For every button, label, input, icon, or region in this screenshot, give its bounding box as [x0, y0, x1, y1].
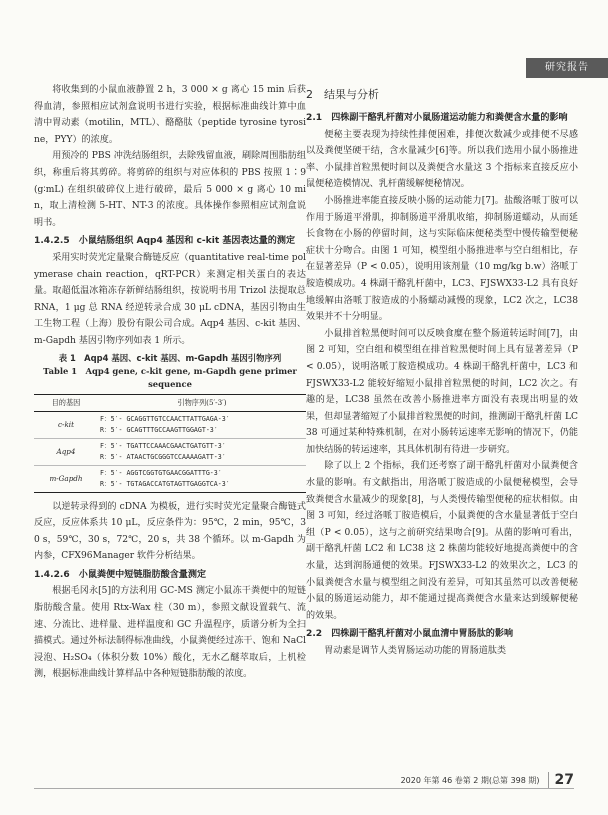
forward-primer: F：5′- GCAGGTTGTCCAACTTATTGAGA-3′	[100, 414, 230, 423]
page-footer	[401, 772, 574, 788]
page-number: 27	[548, 772, 574, 788]
table-row	[34, 411, 306, 438]
subsection-heading: 2.2 四株副干酪乳杆菌对小鼠血清中胃肠肽的影响	[306, 629, 514, 640]
gene-cell: m-Gapdh	[34, 465, 98, 492]
journal-issue: 2020 年第 46 卷第 2 期(总第 398 期)	[400, 775, 540, 785]
right-column	[306, 82, 578, 660]
subsection-heading: 2.1 四株副干酪乳杆菌对小鼠肠道运动能力和粪便含水量的影响	[306, 113, 568, 123]
paragraph: 便秘主要表现为持续性排便困难，排便次数减少或排便不尽感以及粪便坚硬干结，含水量减少[6]等。所以我们选用小鼠小肠推进率、小鼠排首粒黑便时间以及粪便含水量这 3 个指标来直接反应小鼠便秘造模情况、乳杆菌缓解便秘情况。	[306, 129, 578, 190]
gene-cell: c-kit	[34, 411, 98, 438]
paragraph: 除了以上 2 个指标，我们还考察了副干酪乳杆菌对小鼠粪便含水量的影响。有文献指出，用洛哌丁胺造成的小鼠便秘模型，会导致粪便含水量减少的现象[8]，与人类慢传输型便秘的症状相似。由图 3 可知，经过洛哌丁胺造模后，小鼠粪便的含水量显著低于空白组（P < 0.05），这与之前研究结果吻合[9]。从菌的影响可看出，副干酪乳杆菌 LC2 和 LC38 这 2 株菌均能较好地提高粪便中的含水量，达到润肠通便的效果。FJSWX33-L2 的效果次之，LC3 的小鼠粪便含水量与模型组之间没有差异，可知其虽然可以改善便秘小鼠的肠道运动能力，却不能通过提高粪便含水量来达到缓解便秘的效果。	[306, 461, 578, 621]
paragraph: 将收集到的小鼠血液静置 2 h，3 000 × g 离心 15 min 后获得血清，参照相应试剂盒说明书进行实验，根据标准曲线计算中血清中胃动素（motilin，MTL）、酪酪肽（peptide tyrosine tyrosine，PYY）的浓度。	[34, 85, 306, 145]
paragraph: 小肠推进率能直接反映小肠的运动能力[7]。盐酸洛哌丁胺可以作用于肠道平滑肌，抑制肠道平滑肌收缩，抑制肠道蠕动，从而延长食物在小肠的停留时间，这与实际临床便秘类型中慢传输型便秘症状十分吻合。由图 1 可知，模型组小肠推进率与空白组相比，存在显著差异（P < 0.05），说明用该剂量（10 mg/kg b.w）洛哌丁胺造模成功。4 株副干酪乳杆菌中，LC3、FJSWX33-L2 具有良好地缓解由洛哌丁胺造成的小肠蠕动减慢的现象，LC2 次之，LC38 效果并不十分明显。	[306, 195, 578, 323]
left-column	[34, 82, 306, 683]
gene-cell: Aqp4	[34, 438, 98, 465]
forward-primer: F：5′- TGATTCCAAACGAACTGATGTT-3′	[100, 441, 226, 450]
table-header-gene: 目的基因	[34, 394, 98, 411]
table-caption-en: Table 1 Aqp4 gene, c-kit gene, m-Gapdh gene primer sequence	[43, 365, 297, 389]
paragraph: 胃动素是调节人类胃肠运动功能的胃肠道肽类	[324, 646, 507, 656]
paragraph: 小鼠排首粒黑便时间可以反映食糜在整个肠道转运时间[7]，由图 2 可知，空白组和模型组在排首粒黑便时间上具有显著差异（P < 0.05），说明洛哌丁胺造模成功。4 株副干酪乳杆菌中，LC3 和 FJSWX33-L2 能较好缩短小鼠排首粒黑便的时间，LC2 次之。有趣的是，LC38 虽然在改善小肠推进率方面没有表现出明显的效果，但却显著缩短了小鼠排首粒黑便的时间，推测副干酪乳杆菌 LC38 可通过某种特殊机制，在对小肠转运速率无影响的情况下，仍能加快结肠的转运速率，其具体机制有待进一步研究。	[306, 328, 578, 455]
section-heading: 2 结果与分析	[306, 88, 379, 101]
subsection-heading: 1.4.2.6 小鼠粪便中短链脂肪酸含量测定	[34, 569, 207, 580]
paragraph: 用预冷的 PBS 冲洗结肠组织，去除残留血液，刷除周围脂肪组织，称重后将其剪碎。将剪碎的组织与对应体积的 PBS 按照 1∶9(g∶mL) 在组织破碎仪上进行破碎，最后 5 000 × g 离心 10 min，取上清检测 5-HT、NT-3 的浓度。具体操作参照相应试剂盒说明书。	[34, 151, 306, 228]
footer-rule	[34, 788, 574, 789]
reverse-primer: R：5′- ATAACTGCGGGTCCAAAAGATT-3′	[100, 452, 226, 461]
paragraph: 以逆转录得到的 cDNA 为模板，进行实时荧光定量聚合酶链式反应，反应体系共 10 μL，反应条件为：95℃，2 min，95℃，30 s，59℃，30 s，72℃，20 s，共 38 个循环。以 m-Gapdh 为内参，CFX96Manager 软件分析结果。	[34, 501, 306, 562]
sequence-cell	[98, 438, 306, 465]
forward-primer: F：5′- AGGTCGGTGTGAACGGATTTG-3′	[100, 468, 222, 477]
table-caption-cn: 表 1 Aqp4 基因、c-kit 基因、m-Gapdh 基因引物序列	[58, 352, 282, 363]
primer-table	[34, 394, 306, 493]
reverse-primer: R：5′- GCAGTTTGCCAAGTTGGAGT-3′	[100, 425, 218, 434]
section-tag: 研究报告	[526, 58, 608, 78]
sequence-cell	[98, 465, 306, 492]
sequence-cell	[98, 411, 306, 438]
table-row	[34, 465, 306, 492]
table-row	[34, 438, 306, 465]
paragraph: 根据毛冈永[5]的方法利用 GC-MS 测定小鼠冻干粪便中的短链脂肪酸含量。使用 Rtx-Wax 柱（30 m），参照文献设置载气、流速、分流比、进样量、进样温度和 GC 升温程序，质谱分析为全扫描模式。通过外标法制得标准曲线，小鼠粪便经过冻干、饱和 NaCl 浸泡、H₂SO₄（体积分数 10%）酸化，无水乙醚萃取后，上机检测，根据标准曲线计算样品中各种短链脂肪酸的浓度。	[34, 586, 306, 680]
reverse-primer: R：5′- TGTAGACCATGTAGTTGAGGTCA-3′	[100, 479, 230, 488]
table-header-sequence: 引物序列(5′-3′)	[98, 394, 306, 411]
paragraph: 采用实时荧光定量聚合酶链反应（quantitative real-time polymerase chain reaction，qRT-PCR）来测定相关蛋白的表达量。取超低温冰箱冻存新鲜结肠组织，按说明书用 Trizol 法提取总 RNA，1 μg 总 RNA 经逆转录合成 30 μL cDNA，基因引物由生工生物工程（上海）股份有限公司合成。Aqp4 基因、c-kit 基因、m-Gapdh 基因引物序列如表 1 所示。	[34, 252, 306, 346]
subsection-heading: 1.4.2.5 小鼠结肠组织 Aqp4 基因和 c-kit 基因表达量的测定	[34, 236, 296, 247]
